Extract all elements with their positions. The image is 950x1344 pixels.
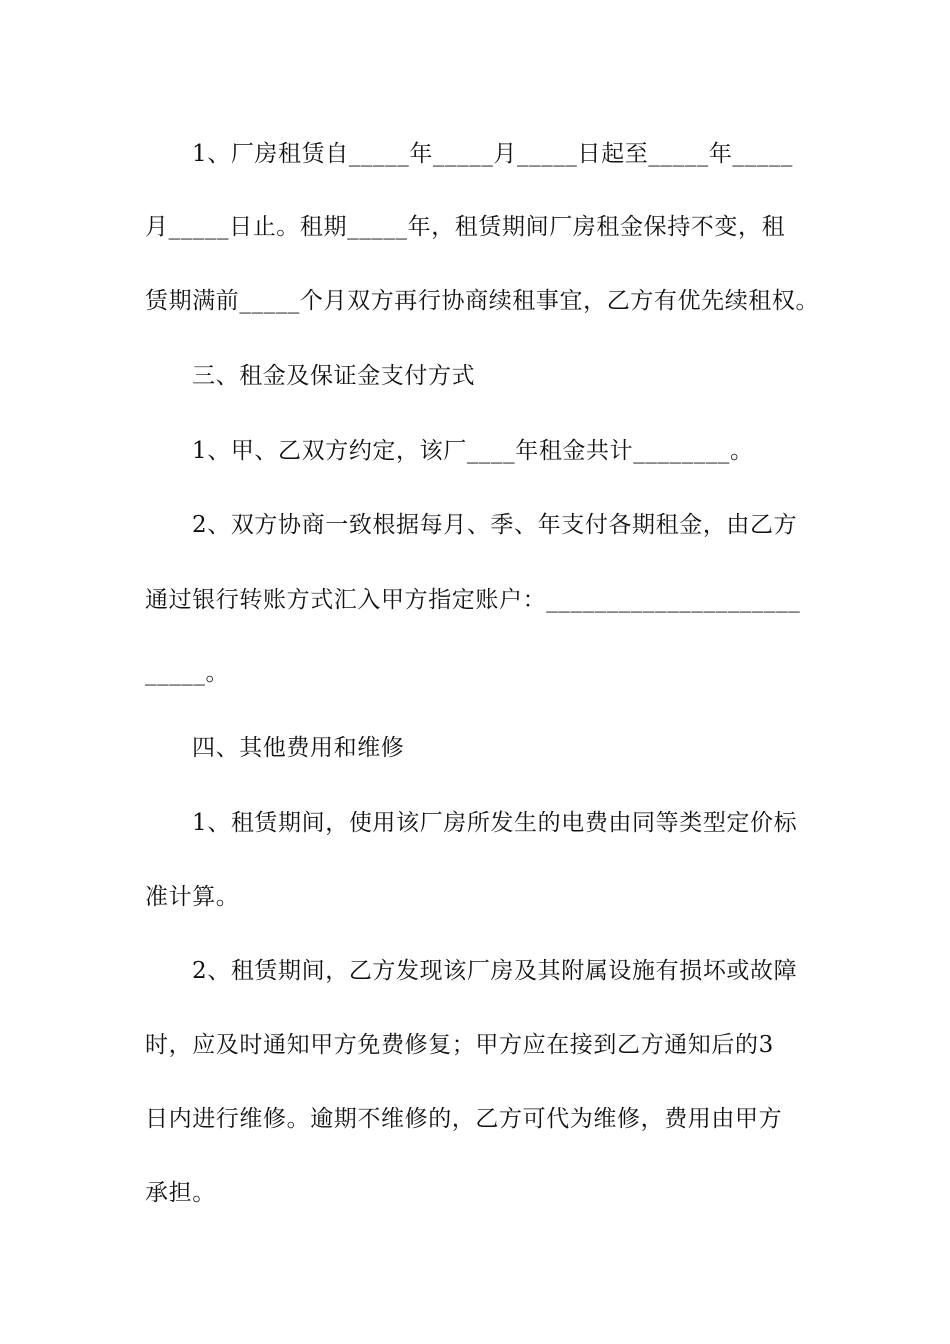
- clause-4-1-line-2: 准计算。: [145, 884, 240, 910]
- clause-4-2-line-3: 日内进行维修。逾期不维修的，乙方可代为维修，费用由甲方: [145, 1106, 783, 1132]
- clause-4-2-line-1: 2、租赁期间，乙方发现该厂房及其附属设施有损坏或故障: [192, 958, 798, 984]
- clause-3-2-line-1: 2、双方协商一致根据每月、季、年支付各期租金，由乙方: [192, 512, 798, 538]
- section-3-heading: 三、租金及保证金支付方式: [192, 363, 476, 389]
- clause-1-lease-term-line-1: 1、厂房租赁自_____年_____月_____日起至_____年_____: [192, 141, 793, 167]
- clause-4-1-line-1: 1、租赁期间，使用该厂房所发生的电费由同等类型定价标: [192, 810, 798, 836]
- clause-1-lease-term-line-2: 月_____日止。租期_____年，租赁期间厂房租金保持不变，租: [145, 214, 786, 240]
- clause-3-1-line-1: 1、甲、乙双方约定，该厂____年租金共计________。: [192, 438, 754, 464]
- clause-1-lease-term-line-3: 赁期满前_____个月双方再行协商续租事宜，乙方有优先续租权。: [145, 288, 820, 314]
- section-4-heading: 四、其他费用和维修: [192, 735, 405, 761]
- clause-3-2-line-2: 通过银行转账方式汇入甲方指定账户：_____________________: [145, 587, 801, 613]
- clause-3-2-line-3: _____。: [145, 660, 230, 686]
- clause-4-2-line-2: 时，应及时通知甲方免费修复；甲方应在接到乙方通知后的3: [145, 1032, 774, 1058]
- clause-4-2-line-4: 承担。: [145, 1180, 216, 1206]
